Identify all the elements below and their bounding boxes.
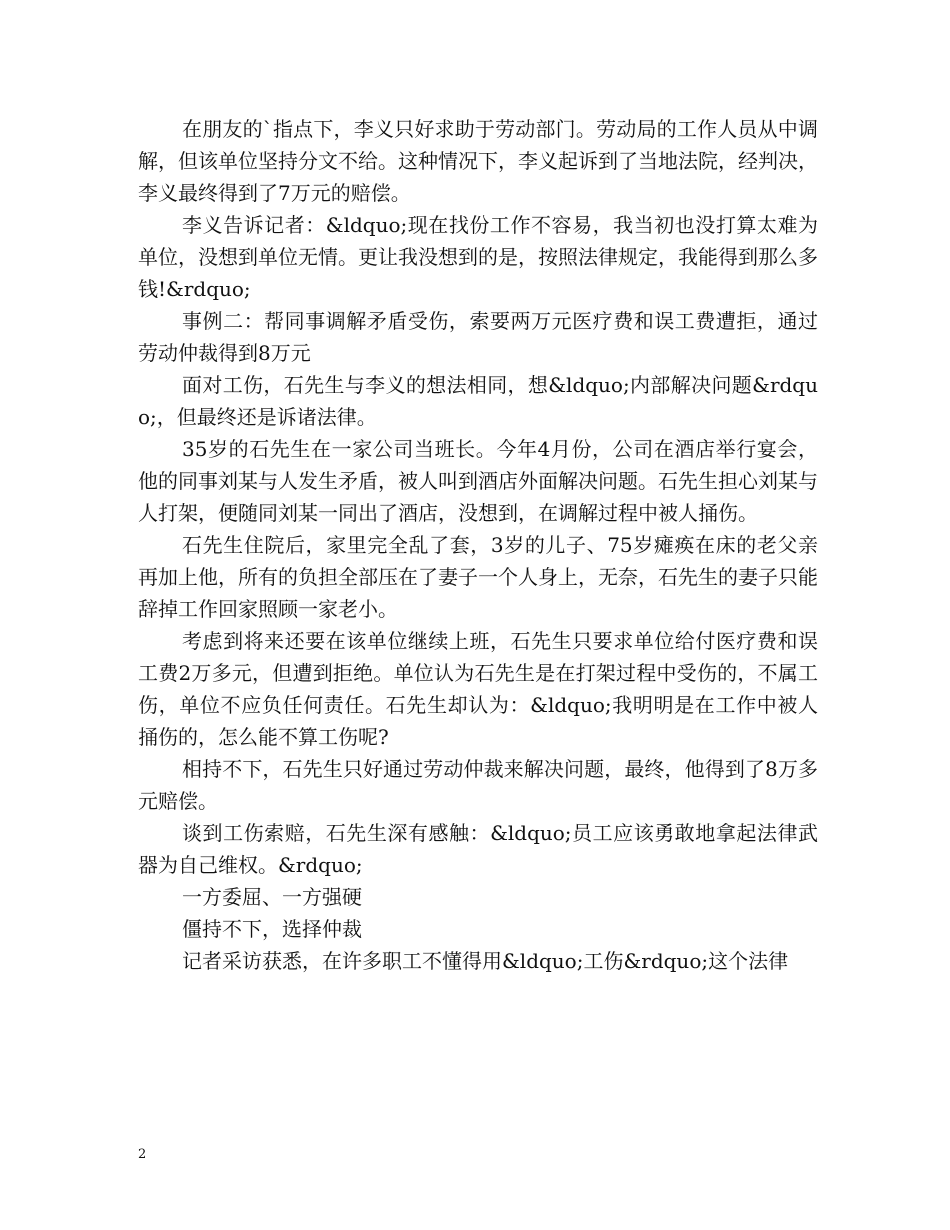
paragraph-11: 僵持不下，选择仲裁 [182, 917, 362, 941]
paragraph-6: 石先生住院后，家里完全乱了套，3岁的儿子、75岁瘫痪在床的老父亲再加上他，所有的负担全部压在了妻子一个人身上，无奈，石先生的妻子只能辞掉工作回家照顾一家老小。 [138, 533, 818, 621]
page-number: 2 [138, 1147, 147, 1162]
paragraph-9: 谈到工伤索赔，石先生深有感触：&ldquo;员工应该勇敢地拿起法律武器为自己维权。&rdquo; [138, 821, 818, 877]
paragraph-5: 35岁的石先生在一家公司当班长。今年4月份，公司在酒店举行宴会，他的同事刘某与人发生矛盾，被人叫到酒店外面解决问题。石先生担心刘某与人打架，便随同刘某一同出了酒店，没想到，在调解过程中被人捅伤。 [138, 437, 818, 525]
paragraph-12: 记者采访获悉，在许多职工不懂得用&ldquo;工伤&rdquo;这个法律 [182, 949, 789, 973]
paragraph-10: 一方委屈、一方强硬 [182, 885, 362, 909]
body-text [138, 113, 818, 977]
paragraph-1: 在朋友的`指点下，李义只好求助于劳动部门。劳动局的工作人员从中调解，但该单位坚持分文不给。这种情况下，李义起诉到了当地法院，经判决，李义最终得到了7万元的赔偿。 [138, 117, 818, 205]
paragraph-4: 面对工伤，石先生与李义的想法相同，想&ldquo;内部解决问题&rdquo;，但最终还是诉诸法律。 [138, 373, 818, 429]
paragraph-8: 相持不下，石先生只好通过劳动仲裁来解决问题，最终，他得到了8万多元赔偿。 [138, 757, 818, 813]
paragraph-7: 考虑到将来还要在该单位继续上班，石先生只要求单位给付医疗费和误工费2万多元，但遭到拒绝。单位认为石先生是在打架过程中受伤的，不属工伤，单位不应负任何责任。石先生却认为：&ldquo;我明明是在工作中被人捅伤的，怎么能不算工伤呢? [138, 629, 818, 749]
paragraph-2: 李义告诉记者：&ldquo;现在找份工作不容易，我当初也没打算太难为单位，没想到单位无情。更让我没想到的是，按照法律规定，我能得到那么多钱!&rdquo; [138, 213, 818, 301]
paragraph-3: 事例二：帮同事调解矛盾受伤，索要两万元医疗费和误工费遭拒，通过劳动仲裁得到8万元 [138, 309, 818, 365]
